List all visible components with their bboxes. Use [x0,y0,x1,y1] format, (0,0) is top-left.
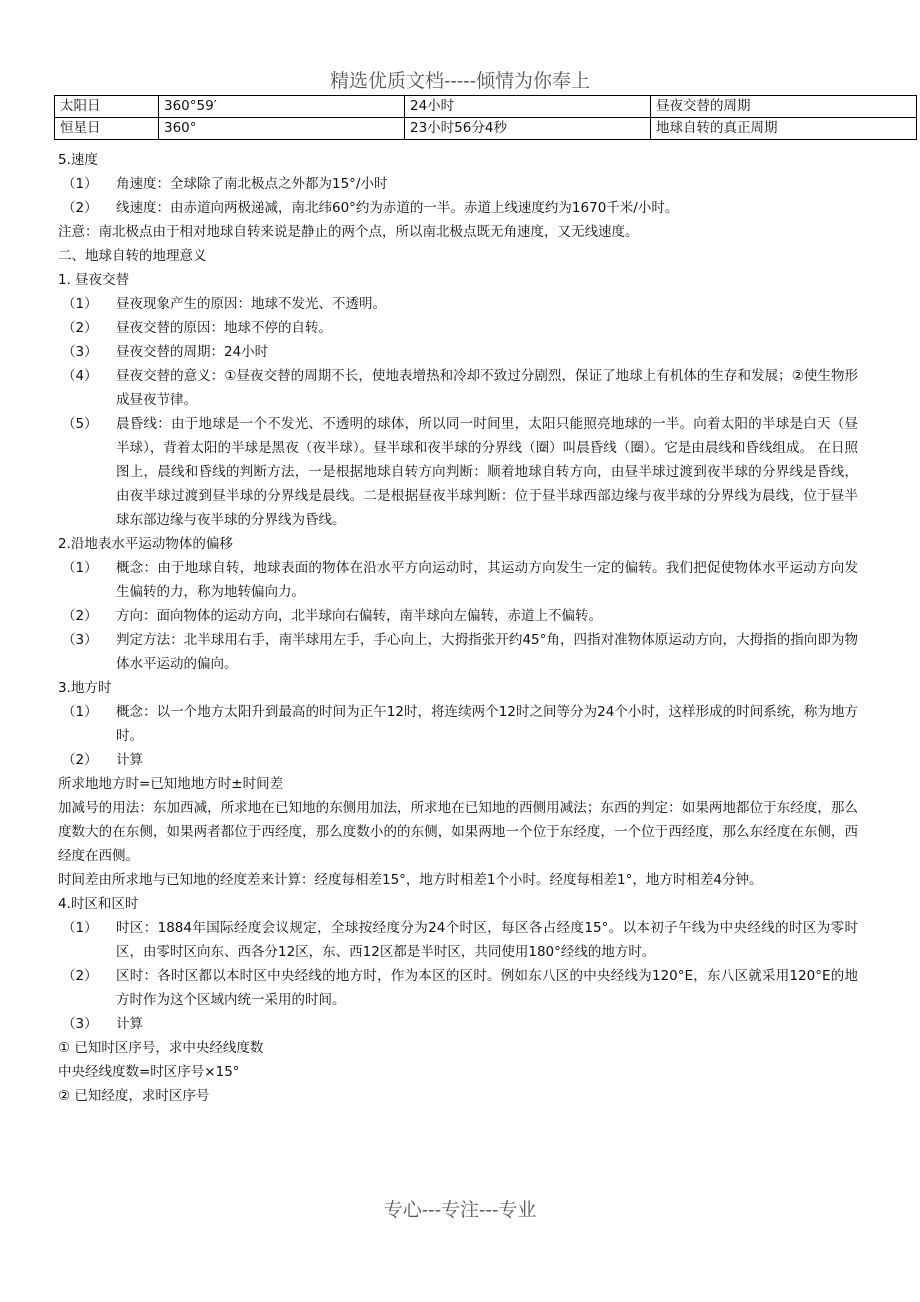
table-cell: 恒星日 [55,118,159,140]
list-item [58,700,858,748]
list-item [58,340,858,364]
item-number: （3） [62,344,98,360]
list-item [58,292,858,316]
list-item [58,556,858,604]
table-cell: 太阳日 [55,96,159,118]
table-row [55,96,917,118]
item-number: （1） [62,920,98,936]
list-item [58,604,858,628]
item-number: （1） [62,704,98,720]
formula-paragraph: 中央经线度数=时区序号×15° [58,1064,240,1080]
item-text: 方向：面向物体的运动方向，北半球向右偏转，南半球向左偏转，赤道上不偏转。 [116,608,602,624]
table-cell: 24小时 [405,96,651,118]
note-paragraph: 注意：南北极点由于相对地球自转来说是静止的两个点，所以南北极点既无角速度，又无线速度。 [58,224,639,240]
item-text: 判定方法：北半球用右手，南半球用左手，手心向上，大拇指张开约45°角，四指对准物体原运动方向，大拇指的指向即为物体水平运动的偏向。 [116,632,858,672]
table-cell: 360°59′ [159,96,405,118]
item-text: 晨昏线：由于地球是一个不发光、不透明的球体，所以同一时间里，太阳只能照亮地球的一半。向着太阳的半球是白天（昼半球），背着太阳的半球是黑夜（夜半球）。昼半球和夜半球的分界线（圈）叫晨昏线（圈）。它是由晨线和昏线组成。 在日照图上，晨线和昏线的判断方法，一是根据地球自转方向判断：顺着地球自转方向，由昼半球过渡到夜半球的分界线是昏线，由夜半球过渡到昼半球的分界线是晨线。二是根据昼夜半球判断：位于昼半球西部边缘与夜半球的分界线为晨线，位于昼半球东部边缘与夜半球的分界线为昏线。 [116,416,858,528]
item-number: （5） [62,416,98,432]
item-text: 时区：1884年国际经度会议规定，全球按经度分为24个时区，每区各占经度15°。以本初子午线为中央经线的时区为零时区，由零时区向东、西各分12区，东、西12区都是半时区，共同使用180°经线的地方时。 [116,920,858,960]
section-title: 3.地方时 [58,680,112,696]
item-number: （2） [62,752,98,768]
part-title: 二、地球自转的地理意义 [58,248,207,264]
body-paragraph: 时间差由所求地与已知地的经度差来计算：经度每相差15°，地方时相差1个小时。经度每相差1°，地方时相差4分钟。 [58,872,763,888]
item-text: 计算 [116,1016,143,1032]
list-item [58,1012,858,1036]
list-item [58,412,858,532]
document-body [58,148,858,1108]
page-header: 精选优质文档-----倾情为你奉上 [329,70,591,92]
body-paragraph: 加减号的用法：东加西减，所求地在已知地的东侧用加法，所求地在已知地的西侧用减法；东西的判定：如果两地都位于东经度，那么度数大的在东侧，如果两者都位于西经度，那么度数小的的东侧，如果两地一个位于东经度，一个位于西经度，那么东经度在东侧，西经度在西侧。 [58,800,858,864]
section-title: 5.速度 [58,152,98,168]
item-text: 计算 [116,752,143,768]
item-text: 昼夜现象产生的原因：地球不发光、不透明。 [116,296,386,312]
list-item [58,172,858,196]
item-text: 昼夜交替的原因：地球不停的自转。 [116,320,332,336]
list-item [58,628,858,676]
list-item [58,316,858,340]
item-text: 昼夜交替的周期：24小时 [116,344,269,360]
list-item [58,364,858,412]
item-number: （2） [62,608,98,624]
item-number: （2） [62,968,98,984]
day-comparison-table [54,95,917,140]
item-number: （3） [62,632,98,648]
list-item [58,748,858,772]
section-title: 1. 昼夜交替 [58,272,130,288]
calc-step: ① 已知时区序号，求中央经线度数 [58,1040,264,1056]
table-cell: 23小时56分4秒 [405,118,651,140]
item-text: 昼夜交替的意义：①昼夜交替的周期不长，使地表增热和冷却不致过分剧烈，保证了地球上有机体的生存和发展；②使生物形成昼夜节律。 [116,368,858,408]
item-text: 概念：以一个地方太阳升到最高的时间为正午12时，将连续两个12时之间等分为24个小时，这样形成的时间系统，称为地方时。 [116,704,858,744]
table-cell: 昼夜交替的周期 [651,96,917,118]
table-cell: 地球自转的真正周期 [651,118,917,140]
section-title: 2.沿地表水平运动物体的偏移 [58,536,233,552]
section-title: 4.时区和区时 [58,896,139,912]
list-item [58,196,858,220]
item-text: 区时：各时区都以本时区中央经线的地方时，作为本区的区时。例如东八区的中央经线为120°E，东八区就采用120°E的地方时作为这个区域内统一采用的时间。 [116,968,858,1008]
list-item [58,916,858,964]
item-number: （3） [62,1016,98,1032]
item-number: （1） [62,296,98,312]
page-footer: 专心---专注---专业 [383,1199,537,1221]
calc-step: ② 已知经度，求时区序号 [58,1088,210,1104]
item-text: 线速度：由赤道向两极递减，南北纬60°约为赤道的一半。赤道上线速度约为1670千米/小时。 [116,200,679,216]
item-text: 角速度：全球除了南北极点之外都为15°/小时 [116,176,388,192]
table-cell: 360° [159,118,405,140]
item-number: （4） [62,368,98,384]
formula-paragraph: 所求地地方时=已知地地方时±时间差 [58,776,284,792]
list-item [58,964,858,1012]
item-number: （2） [62,200,98,216]
item-number: （1） [62,560,98,576]
item-text: 概念：由于地球自转，地球表面的物体在沿水平方向运动时，其运动方向发生一定的偏转。我们把促使物体水平运动方向发生偏转的力，称为地转偏向力。 [116,560,858,600]
item-number: （1） [62,176,98,192]
item-number: （2） [62,320,98,336]
table-row [55,118,917,140]
